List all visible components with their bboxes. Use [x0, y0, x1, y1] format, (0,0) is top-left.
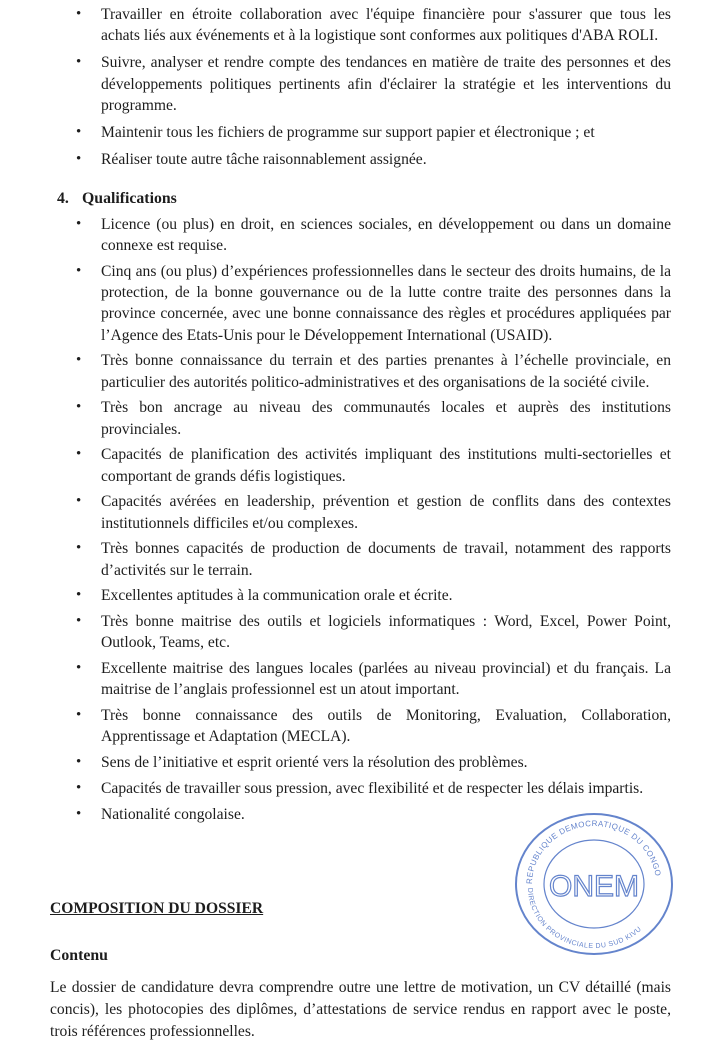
qualification-text: Capacités de travailler sous pression, avec flexibilité et de respecter les délais impartis.: [101, 780, 644, 797]
qualification-text: Très bonnes capacités de production de documents de travail, notamment des rapports d’activités sur le terrain.: [101, 540, 671, 579]
bullet-icon: •: [76, 493, 82, 510]
qualification-item: [76, 444, 671, 486]
bullet-icon: •: [76, 587, 82, 604]
qualification-text: Capacités de planification des activités impliquant des institutions multi-sectorielles et comportant de grands défis logistiques.: [101, 446, 671, 485]
qualification-item: [76, 350, 671, 392]
contenu-heading: Contenu: [50, 947, 108, 964]
contenu-paragraph: Le dossier de candidature devra comprendre outre une lettre de motivation, un CV détaillé (mais concis), les photocopies des diplômes, d’attestations de service rendus en rapport avec le poste, trois références professionnelles.: [50, 979, 671, 1040]
duty-item: [76, 52, 671, 116]
qualification-item: [76, 778, 671, 799]
qualification-item: [76, 658, 671, 700]
qualification-text: Capacités avérées en leadership, prévention et gestion de conflits dans des contextes institutionnels difficiles et/ou complexes.: [101, 493, 671, 532]
qualifications-list: [76, 214, 671, 830]
duty-text: Maintenir tous les fichiers de programme sur support papier et électronique ; et: [101, 124, 595, 142]
duty-item: [76, 149, 671, 170]
qualification-item: [76, 611, 671, 653]
duty-text: Réaliser toute autre tâche raisonnablement assignée.: [101, 151, 427, 169]
qualification-text: Très bonne maitrise des outils et logiciels informatiques : Word, Excel, Power Point, Outlook, Teams, etc.: [101, 613, 671, 652]
qualification-item: [76, 752, 671, 773]
qualification-item: [76, 261, 671, 346]
bullet-icon: •: [76, 754, 82, 771]
stamp-ring-text-bottom: DIRECTION PROVINCIALE DU SUD KIVU: [525, 887, 644, 951]
duty-text: Suivre, analyser et rendre compte des tendances en matière de traite des personnes et des développements politiques pertinents afin d'éclairer la stratégie et les interventions du programme.: [101, 54, 671, 114]
bullet-icon: •: [76, 216, 82, 232]
bullet-icon: •: [76, 263, 82, 279]
stamp-logo-text: ONEM: [549, 870, 639, 903]
qualification-text: Très bon ancrage au niveau des communautés locales et auprès des institutions provinciales.: [101, 399, 671, 438]
bullet-icon: •: [76, 446, 82, 463]
bullet-icon: •: [76, 124, 82, 141]
qualification-item: [76, 585, 671, 606]
qualification-text: Très bonne connaissance du terrain et des parties prenantes à l’échelle provinciale, en particulier des autorités politico-administratives et des organisations de la société civile.: [101, 352, 671, 391]
bullet-icon: •: [76, 707, 82, 724]
stamp-ring-text-top: REPUBLIQUE DEMOCRATIQUE DU CONGO: [524, 818, 663, 885]
onem-stamp: [510, 806, 678, 956]
qualification-item: [76, 491, 671, 533]
bullet-icon: •: [76, 54, 82, 71]
qualification-text: Excellente maitrise des langues locales (parlées au niveau provincial) et du français. La maitrise de l’anglais professionnel est un atout important.: [101, 660, 671, 699]
bullet-icon: •: [76, 151, 82, 168]
duty-text: Travailler en étroite collaboration avec l'équipe financière pour s'assurer que tous les achats liés aux événements et à la logistique sont conformes aux politiques d'ABA ROLI.: [101, 6, 671, 45]
bullet-icon: •: [76, 540, 82, 557]
bullet-icon: •: [76, 660, 82, 677]
bullet-icon: •: [76, 6, 82, 22]
qualification-item: [76, 705, 671, 747]
bullet-icon: •: [76, 399, 82, 416]
section-title: Qualifications: [82, 190, 177, 207]
bullet-icon: •: [76, 352, 82, 369]
qualification-text: Nationalité congolaise.: [101, 805, 245, 823]
duty-item: [76, 122, 671, 143]
qualification-text: Sens de l’initiative et esprit orienté vers la résolution des problèmes.: [101, 754, 528, 772]
qualification-text: Cinq ans (ou plus) d’expériences professionnelles dans le secteur des droits humains, de la protection, de la bonne gouvernance ou de la lutte contre traite des personnes dans la province concernée, avec une bonne connaissance des règles et procédures appliquées par l’Agence des Etats-Unis pour le Développement International (USAID).: [101, 263, 671, 344]
qualification-text: Excellentes aptitudes à la communication orale et écrite.: [101, 587, 453, 605]
qualification-item: [76, 538, 671, 580]
qualifications-heading: [57, 188, 177, 209]
qualification-item: [76, 397, 671, 439]
qualification-text: Licence (ou plus) en droit, en sciences sociales, en développement ou dans un domaine connexe est requise.: [101, 216, 671, 255]
section-number: 4.: [57, 190, 69, 207]
bullet-icon: •: [76, 780, 82, 796]
composition-heading: COMPOSITION DU DOSSIER: [50, 900, 264, 917]
duty-item: [76, 4, 671, 46]
bullet-icon: •: [76, 613, 82, 630]
duties-list: [76, 4, 671, 176]
qualification-text: Très bonne connaissance des outils de Monitoring, Evaluation, Collaboration, Apprentissage et Adaptation (MECLA).: [101, 707, 671, 746]
qualification-item: [76, 214, 671, 256]
bullet-icon: •: [76, 805, 82, 822]
